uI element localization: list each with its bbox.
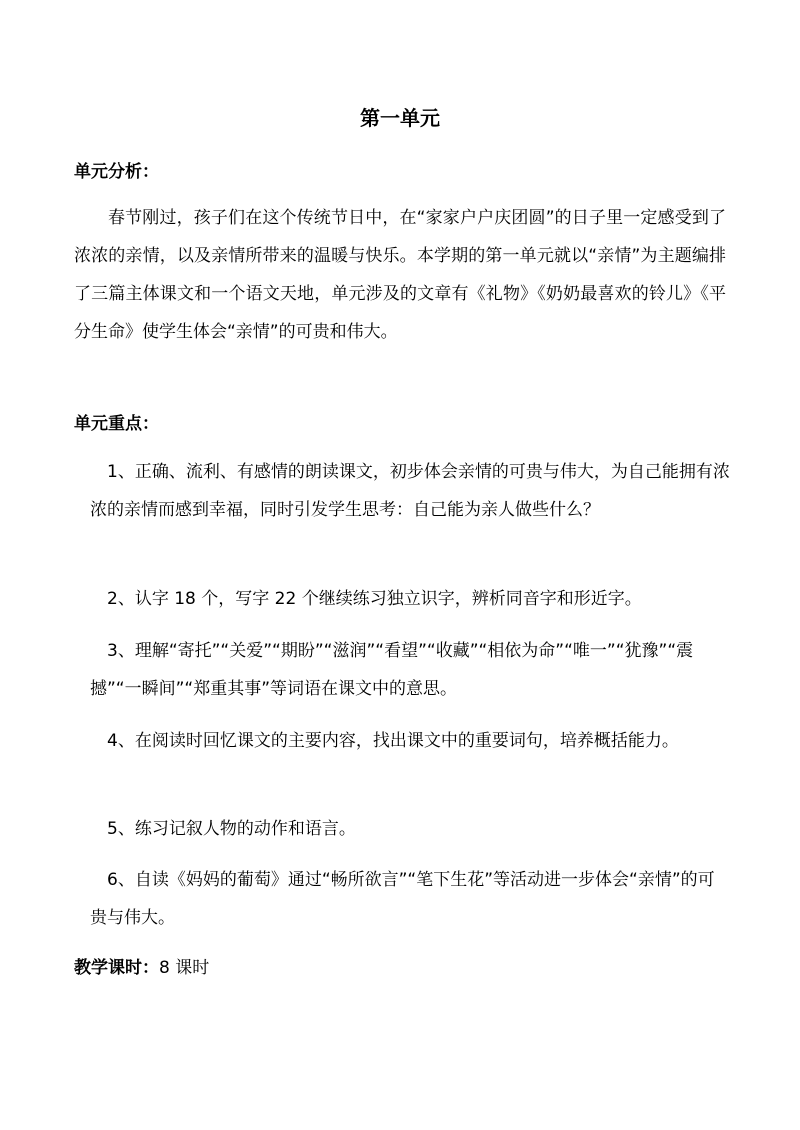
key-point-item-1: 1、正确、流利、有感情的朗读课文，初步体会亲情的可贵与伟大，为自己能拥有浓浓的亲情而感到幸福，同时引发学生思考：自己能为亲人做些什么？ bbox=[90, 462, 730, 520]
key-point-item-6: 6、自读《妈妈的葡萄》通过“畅所欲言”“笔下生花”等活动进一步体会“亲情”的可贵与伟大。 bbox=[90, 870, 715, 928]
teaching-hours-value: 8 课时 bbox=[159, 958, 210, 978]
unit-title: 第一单元 bbox=[360, 106, 440, 130]
key-points-heading: 单元重点： bbox=[74, 414, 159, 434]
key-point-item-5: 5、练习记叙人物的动作和语言。 bbox=[107, 819, 356, 839]
teaching-hours bbox=[74, 956, 209, 980]
analysis-paragraph: 春节刚过，孩子们在这个传统节日中，在“家家户户庆团圆”的日子里一定感受到了浓浓的亲情，以及亲情所带来的温暖与快乐。本学期的第一单元就以“亲情”为主题编排了三篇主体课文和一个语文天地，单元涉及的文章有《礼物》《奶奶最喜欢的铃儿》《平分生命》使学生体会“亲情”的可贵和伟大。 bbox=[74, 208, 726, 342]
key-point-item-3: 3、理解“寄托”“关爱”“期盼”“滋润”“看望”“收藏”“相依为命”“唯一”“犹豫”“震撼”“一瞬间”“郑重其事”等词语在课文中的意思。 bbox=[90, 641, 694, 699]
teaching-hours-label: 教学课时： bbox=[74, 958, 159, 978]
analysis-heading: 单元分析： bbox=[74, 162, 159, 182]
key-point-item-4: 4、在阅读时回忆课文的主要内容，找出课文中的重要词句，培养概括能力。 bbox=[107, 731, 679, 751]
key-point-item-2: 2、认字 18 个，写字 22 个继续练习独立识字，辨析同音字和形近字。 bbox=[107, 589, 642, 609]
